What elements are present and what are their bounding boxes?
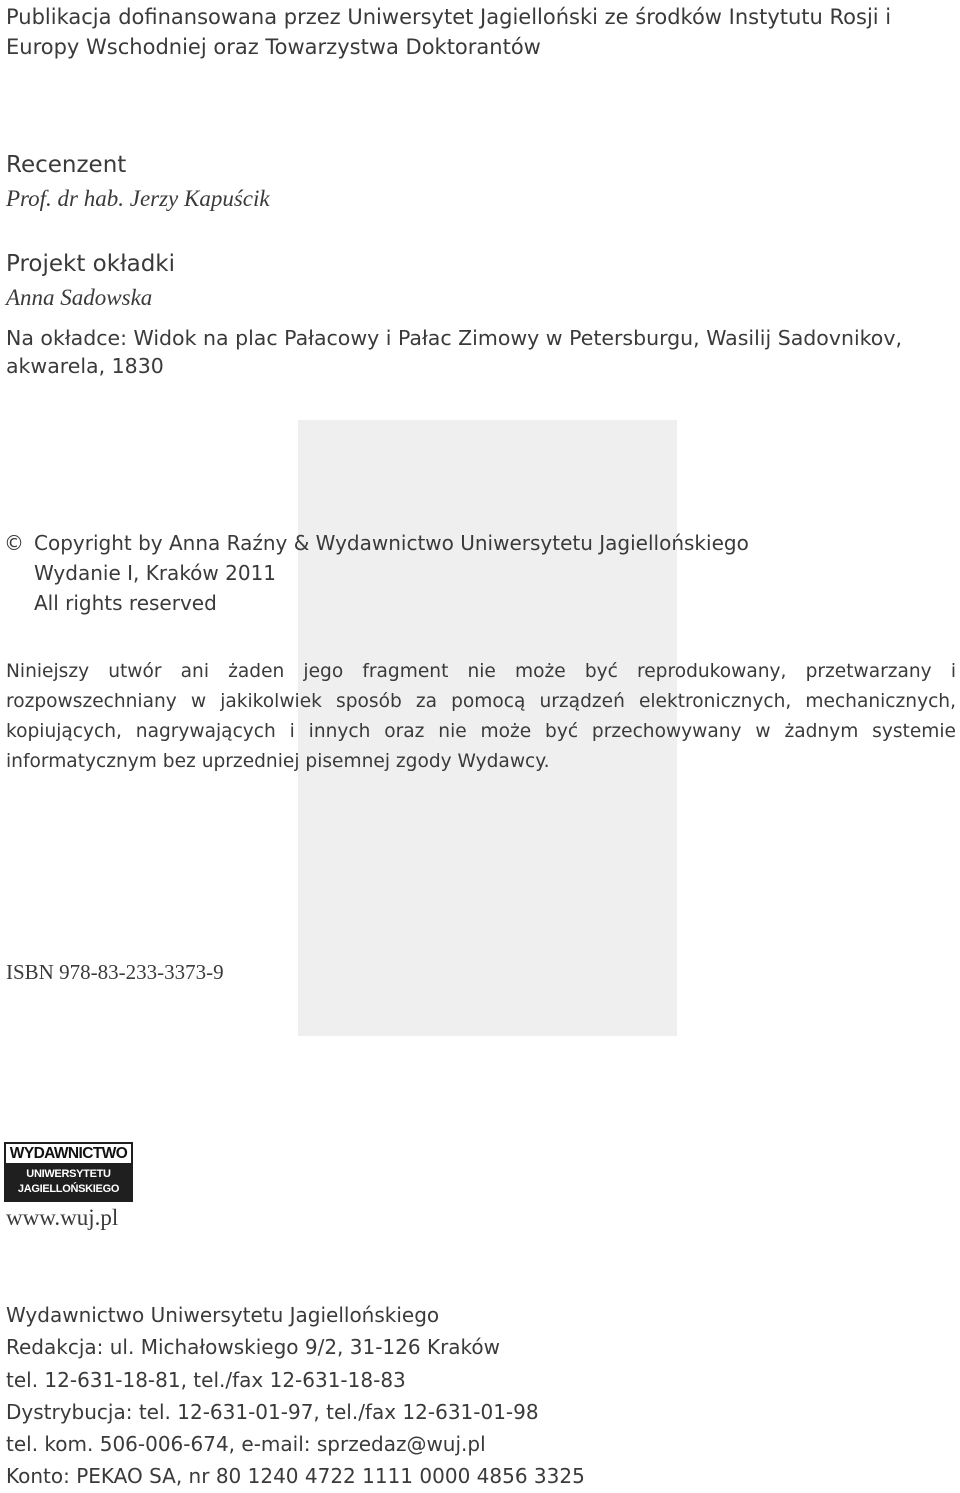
cover-description-line1: Na okładce: Widok na plac Pałacowy i Pałac Zimowy w Petersburgu, Wasilij Sadovnikov, (6, 326, 902, 350)
isbn: ISBN 978-83-233-3373-9 (6, 960, 224, 984)
logo-bottom-text (4, 1167, 133, 1197)
cover-design-label: Projekt okładki (6, 251, 176, 277)
publisher-contact (6, 1299, 585, 1493)
copyright-block (4, 528, 749, 618)
contact-line: Dystrybucja: tel. 12-631-01-97, tel./fax 12-631-01-98 (6, 1399, 539, 1424)
contact-line: Redakcja: ul. Michałowskiego 9/2, 31-126 Kraków (6, 1335, 501, 1360)
reviewer-name: Prof. dr hab. Jerzy Kapuścik (6, 186, 270, 211)
logo-line-1: UNIWERSYTETU (26, 1168, 111, 1180)
website-link[interactable]: www.wuj.pl (6, 1205, 119, 1230)
copyright-symbol: © (4, 531, 24, 555)
contact-line: tel. 12-631-18-81, tel./fax 12-631-18-83 (6, 1367, 406, 1392)
rights-line: All rights reserved (34, 591, 217, 615)
cover-designer-name: Anna Sadowska (6, 285, 153, 310)
cover-description-line2: akwarela, 1830 (6, 354, 164, 378)
contact-line: Konto: PEKAO SA, nr 80 1240 4722 1111 0000 4856 3325 (6, 1464, 585, 1489)
edition-line: Wydanie I, Kraków 2011 (34, 561, 277, 585)
legal-notice: Niniejszy utwór ani żaden jego fragment nie może być reprodukowany, przetwarzany i rozpowszechniany w jakikolwiek sposób za pomocą urządzeń elektronicznych, mechanicznych, kopiujących, nagrywających i innych oraz nie może być przechowywany w żadnym systemie informatycznym bez uprzedniej pisemnej zgody Wydawcy. (6, 661, 956, 772)
copyright-line: Copyright by Anna Raźny & Wydawnictwo Uniwersytetu Jagiellońskiego (34, 531, 749, 555)
funding-note: Publikacja dofinansowana przez Uniwersytet Jagielloński ze środków Instytutu Rosji i Europy Wschodniej oraz Towarzystwa Doktorantów (6, 5, 892, 59)
reviewer-label: Recenzent (6, 152, 127, 178)
contact-line: Wydawnictwo Uniwersytetu Jagiellońskiego (6, 1303, 440, 1327)
contact-line: tel. kom. 506-006-674, e-mail: sprzedaz@wuj.pl (6, 1432, 486, 1457)
logo-line-2: JAGIELLOŃSKIEGO (17, 1183, 120, 1195)
logo-top-text: WYDAWNICTWO (6, 1144, 131, 1163)
publisher-logo (4, 1142, 133, 1202)
